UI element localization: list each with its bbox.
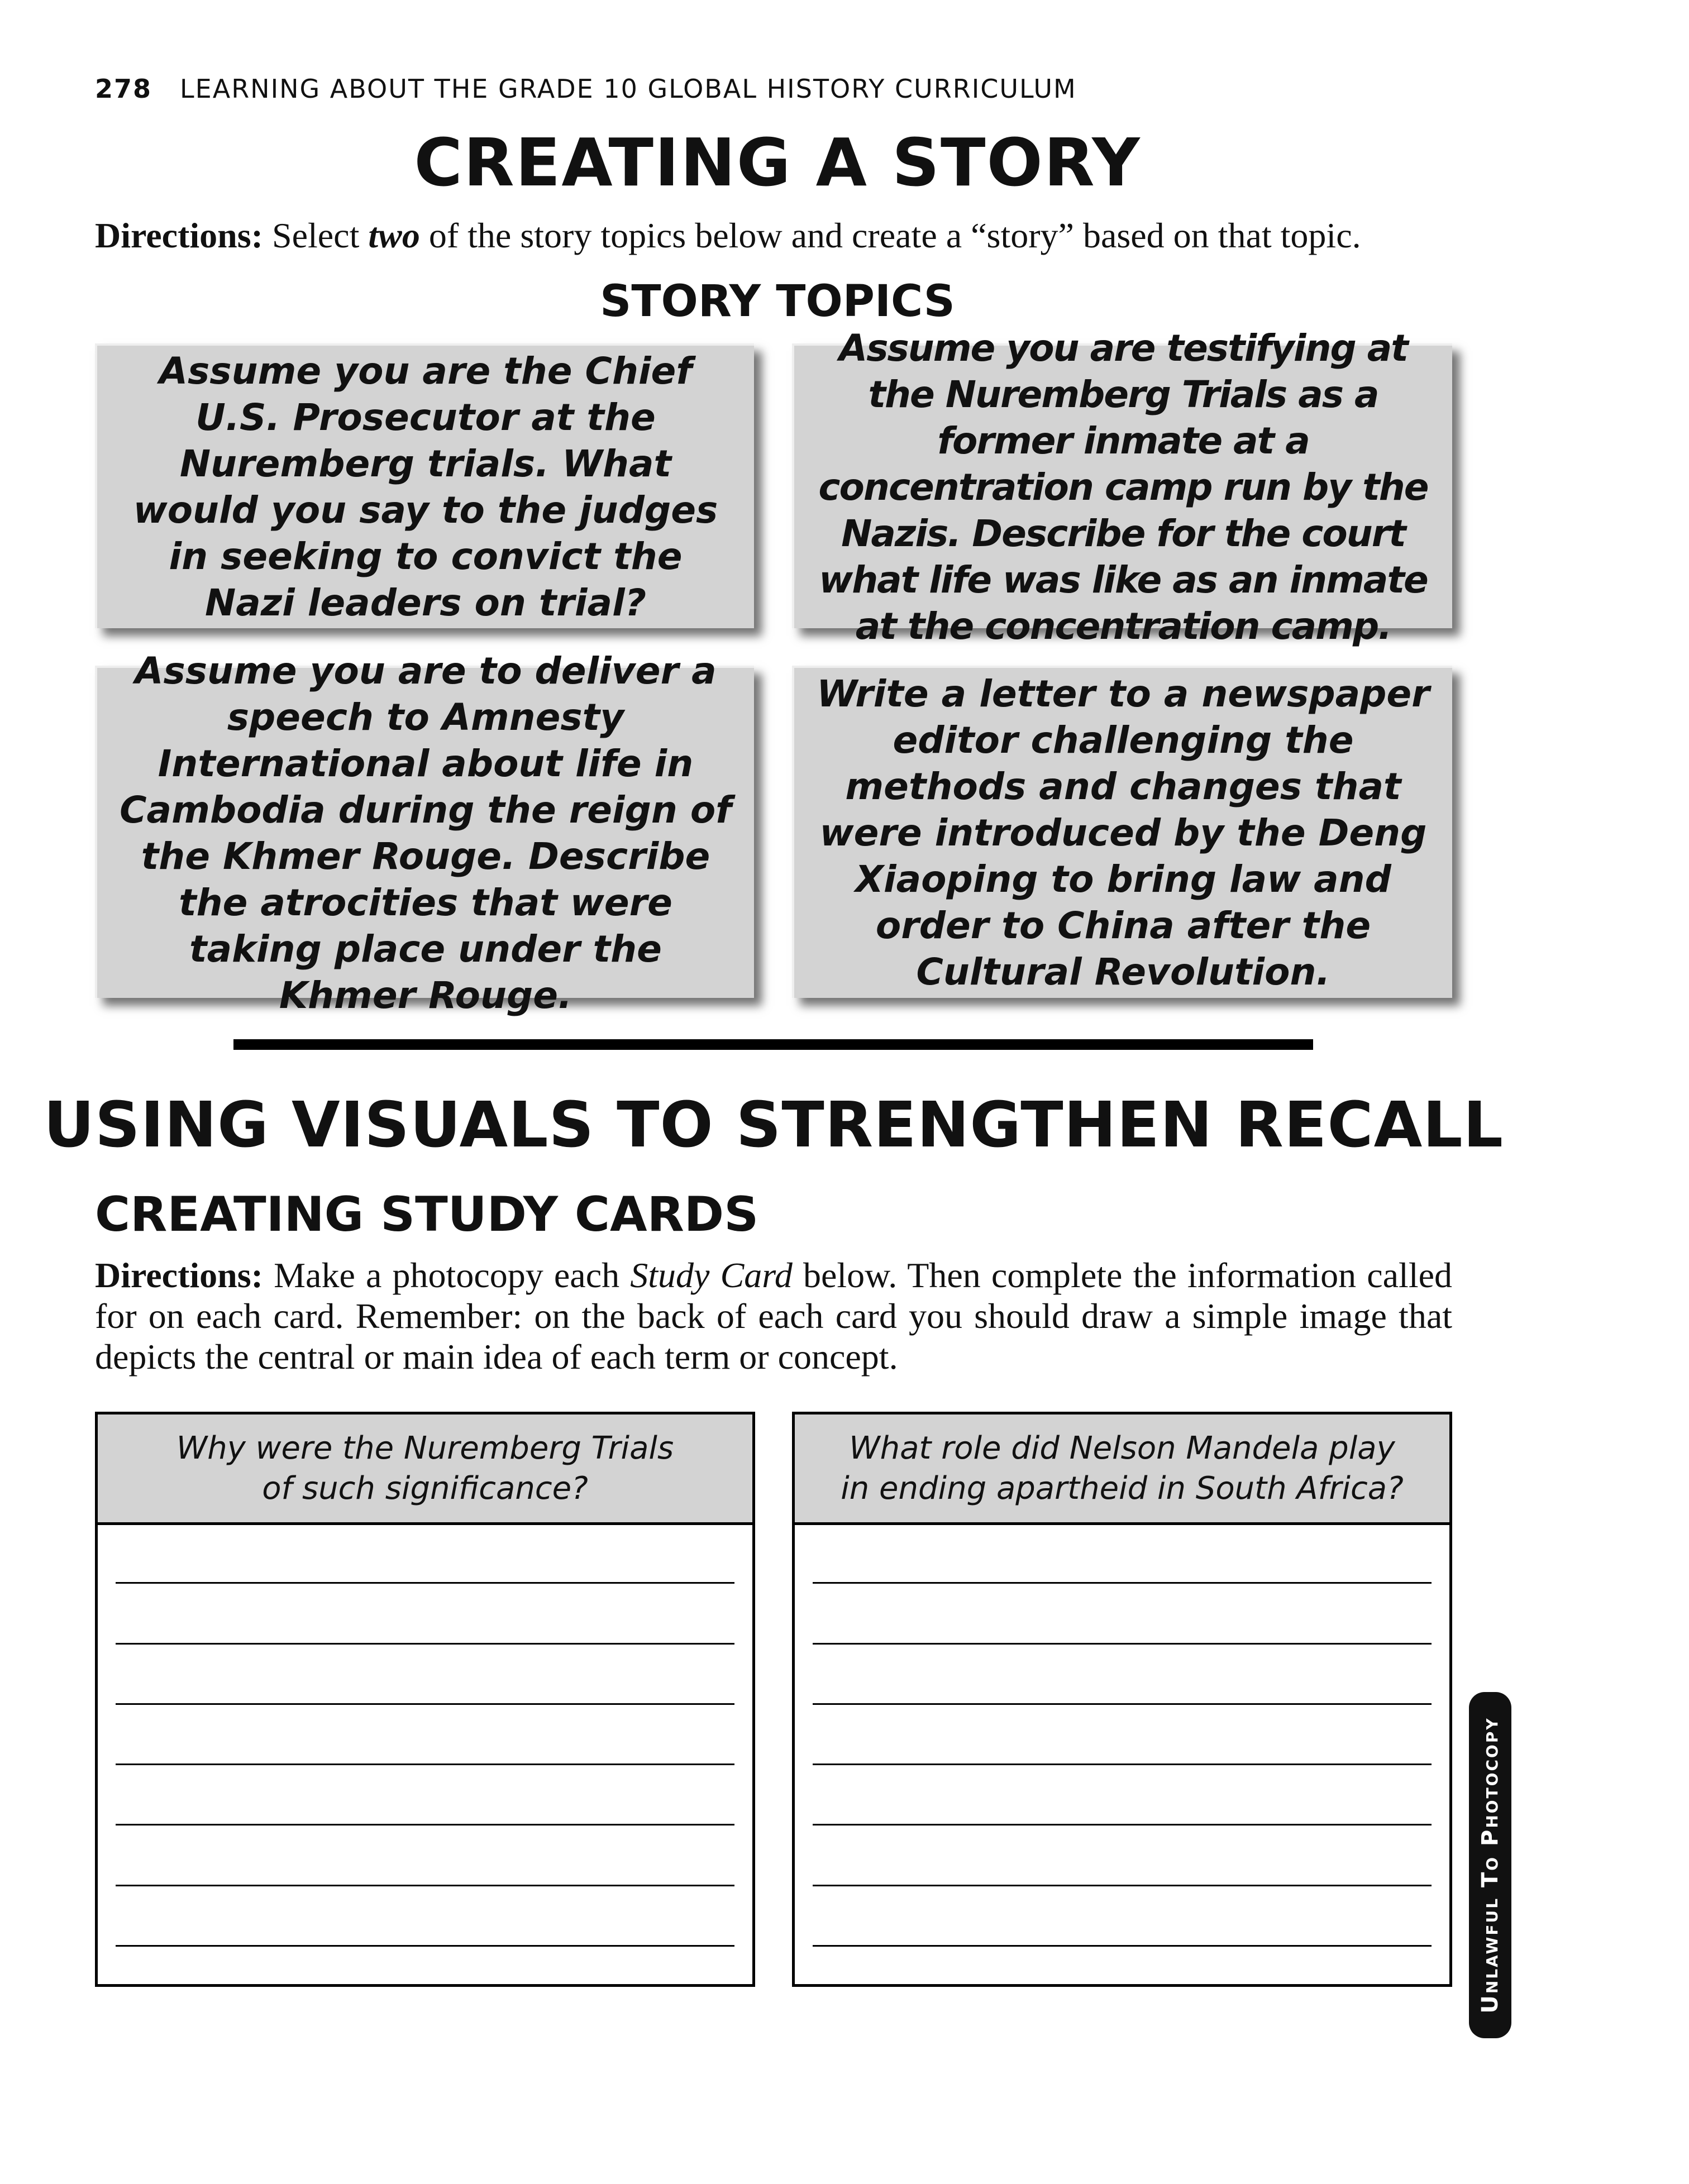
study-card	[792, 1412, 1452, 1987]
writing-line[interactable]	[116, 1945, 734, 1947]
story-topic-box	[792, 326, 1452, 648]
running-header	[95, 74, 1077, 104]
story-directions: Directions: Select two of the story topics below and create a “story” based on that topic.	[95, 216, 1361, 255]
writing-line[interactable]	[813, 1945, 1432, 1947]
story-topic-box	[95, 343, 754, 628]
writing-line[interactable]	[116, 1824, 734, 1825]
writing-line[interactable]	[813, 1703, 1432, 1705]
writing-line[interactable]	[116, 1764, 734, 1765]
writing-line[interactable]	[813, 1643, 1432, 1645]
story-topic-text: Assume you are the Chief U.S. Prosecutor at the Nuremberg trials. What would you say to the judges in seeking to convict the Nazi leaders on trial?	[133, 350, 718, 624]
writing-line[interactable]	[116, 1885, 734, 1886]
page-number: 278	[95, 74, 152, 104]
story-topic-box	[95, 649, 754, 1017]
writing-line[interactable]	[813, 1582, 1432, 1584]
writing-line[interactable]	[813, 1764, 1432, 1765]
writing-line[interactable]	[116, 1582, 734, 1584]
story-topic-text: Assume you are to deliver a speech to Amnesty International about life in Cambodia during the reign of the Khmer Rouge. Describe the atrocities that were taking place under the Khmer Rouge.	[120, 649, 732, 1017]
directions-emphasis: two	[368, 216, 420, 255]
copyright-notice: Unlawful To Photocopy	[1477, 1717, 1503, 2014]
writing-line[interactable]	[813, 1885, 1432, 1886]
story-topics-heading: STORY TOPICS	[600, 276, 955, 327]
writing-line[interactable]	[116, 1703, 734, 1705]
section-title-using-visuals: USING VISUALS TO STRENGTHEN RECALL	[44, 1089, 1504, 1162]
study-card-question: What role did Nelson Mandela play in ending apartheid in South Africa?	[795, 1414, 1449, 1525]
running-title: LEARNING ABOUT THE GRADE 10 GLOBAL HISTORY CURRICULUM	[180, 74, 1077, 104]
directions-emphasis: Study Card	[630, 1255, 793, 1295]
directions-label: Directions:	[95, 1255, 263, 1295]
study-card-directions: Directions: Make a photocopy each Study Card below. Then complete the information called for on each card. Remember: on the back of each card you should draw a simple image that depicts the central or main idea of each term or concept.	[95, 1255, 1453, 1377]
section-title-creating-a-story: CREATING A STORY	[414, 124, 1141, 201]
writing-line[interactable]	[116, 1643, 734, 1645]
story-topic-text: Assume you are testifying at the Nuremberg Trials as a former inmate at a concentration camp run by the Nazis. Describe for the court what life was like as an inmate at the concentration camp.	[818, 326, 1428, 648]
directions-label: Directions:	[95, 216, 263, 255]
story-topic-box	[792, 666, 1452, 998]
section-divider	[233, 1039, 1313, 1050]
study-card-question: Why were the Nuremberg Trials of such significance?	[98, 1414, 752, 1525]
story-topic-text: Write a letter to a newspaper editor challenging the methods and changes that were introduced by the Deng Xiaoping to bring law and order to China after the Cultural Revolution.	[817, 672, 1430, 993]
writing-line[interactable]	[813, 1824, 1432, 1825]
creating-study-cards-heading: CREATING STUDY CARDS	[95, 1187, 759, 1242]
copyright-side-tab	[1469, 1692, 1511, 2038]
study-card	[95, 1412, 755, 1987]
